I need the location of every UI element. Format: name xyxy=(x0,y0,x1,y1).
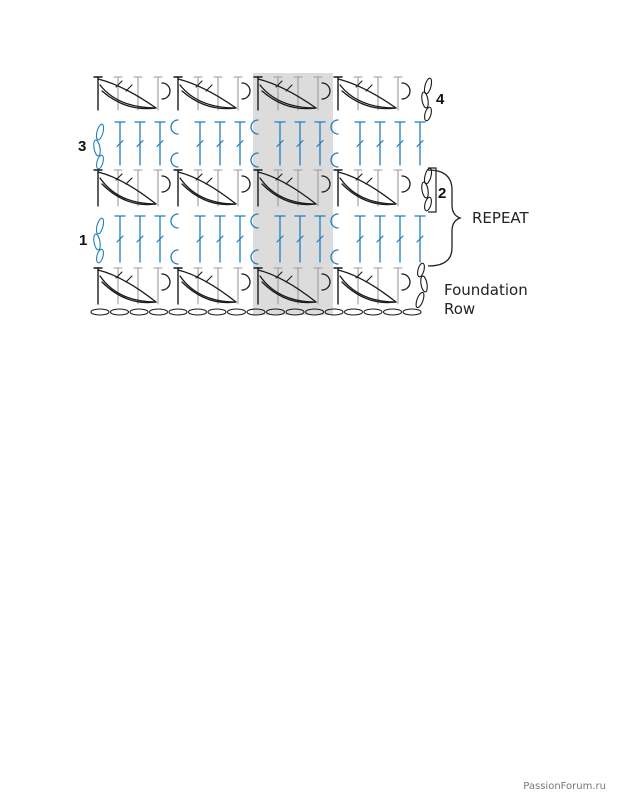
row1-hook-bot-1 xyxy=(171,250,178,264)
foundation-up-chain-1 xyxy=(414,291,425,308)
row1-hook-top-1 xyxy=(171,214,178,228)
repeat-label: REPEAT xyxy=(472,209,529,227)
foundation-shells-group-1-fan-3 xyxy=(102,282,156,303)
row2-right-chain-3 xyxy=(423,196,432,211)
row4-group-1-fan-3 xyxy=(102,91,156,109)
foundation-label-line2: Row xyxy=(444,300,476,318)
foundation-shells-group-4-fan-slash-2 xyxy=(366,276,372,282)
foundation-shells-group-4-fan-slash-1 xyxy=(356,272,362,278)
foundation-shells-group-4-loop xyxy=(402,274,410,290)
foundation-chain-4 xyxy=(150,309,168,315)
foundation-chain-2 xyxy=(111,309,129,315)
foundation-up-chain-3 xyxy=(416,262,425,277)
row-label-1: 1 xyxy=(79,232,88,249)
row2-group-1-fan-slash-2 xyxy=(126,178,132,184)
foundation-shells-group-1-loop xyxy=(162,274,170,290)
row2-group-4-loop xyxy=(402,176,410,192)
foundation-shells-group-1-fan-slash-1 xyxy=(116,272,122,278)
foundation-label-line1: Foundation xyxy=(444,281,528,299)
row2-group-2-loop xyxy=(242,176,250,192)
row2-group-1-fan-3 xyxy=(102,184,156,205)
row2-group-4-fan-slash-1 xyxy=(356,174,362,180)
row-label-3: 3 xyxy=(78,138,87,155)
row4-right-chain-2 xyxy=(421,92,430,109)
foundation-chain-16 xyxy=(384,309,402,315)
row4-group-1-loop xyxy=(162,83,170,99)
row4-group-2-fan-slash-2 xyxy=(206,85,212,91)
row2-group-4-fan-3 xyxy=(342,184,396,205)
row4-group-4-fan-slash-2 xyxy=(366,85,372,91)
foundation-chain-14 xyxy=(345,309,363,315)
row-label-2: 2 xyxy=(438,185,447,202)
foundation-chain-1 xyxy=(91,309,109,315)
row3-hook-bot-1 xyxy=(171,153,178,167)
row4-group-2-fan-3 xyxy=(182,91,236,109)
row1-turn-chain-2 xyxy=(93,234,102,251)
row2-right-chain-2 xyxy=(421,182,430,199)
foundation-shells-group-2-fan-3 xyxy=(182,282,236,303)
row4-right-chain-3 xyxy=(423,106,432,121)
row2-group-2-fan-slash-2 xyxy=(206,178,212,184)
row2-group-4-fan-slash-2 xyxy=(366,178,372,184)
foundation-shells-group-2-loop xyxy=(242,274,250,290)
foundation-chain-6 xyxy=(189,309,207,315)
row2-group-1-fan-slash-1 xyxy=(116,174,122,180)
row3-turn-chain-2 xyxy=(93,140,102,157)
foundation-shells-group-2-fan-slash-1 xyxy=(196,272,202,278)
row-label-4: 4 xyxy=(436,91,445,108)
repeat-highlight xyxy=(253,73,333,315)
foundation-chain-8 xyxy=(228,309,246,315)
row1-turn-chain-3 xyxy=(95,248,104,263)
foundation-up-chain-2 xyxy=(420,276,429,293)
foundation-shells-group-4-fan-3 xyxy=(342,282,396,303)
row4-group-4-loop xyxy=(402,83,410,99)
row2-bracket xyxy=(428,168,436,212)
row2-group-2-fan-3 xyxy=(182,184,236,205)
row4-group-4-fan-3 xyxy=(342,91,396,109)
row1-turn-chain-1 xyxy=(95,217,105,234)
row2-group-2-fan-slash-1 xyxy=(196,174,202,180)
foundation-shells-group-2-fan-slash-2 xyxy=(206,276,212,282)
foundation-chain-3 xyxy=(130,309,148,315)
row3-turn-chain-1 xyxy=(95,123,105,140)
foundation-chain-7 xyxy=(208,309,226,315)
foundation-chain-15 xyxy=(364,309,382,315)
row3-turn-chain-3 xyxy=(95,154,104,169)
row2-group-1-loop xyxy=(162,176,170,192)
foundation-chain-5 xyxy=(169,309,187,315)
row4-group-2-loop xyxy=(242,83,250,99)
foundation-chain-17 xyxy=(403,309,421,315)
row3-hook-top-1 xyxy=(171,120,178,134)
watermark: PassionForum.ru xyxy=(523,781,606,792)
row4-group-1-fan-slash-2 xyxy=(126,85,132,91)
foundation-shells-group-1-fan-slash-2 xyxy=(126,276,132,282)
